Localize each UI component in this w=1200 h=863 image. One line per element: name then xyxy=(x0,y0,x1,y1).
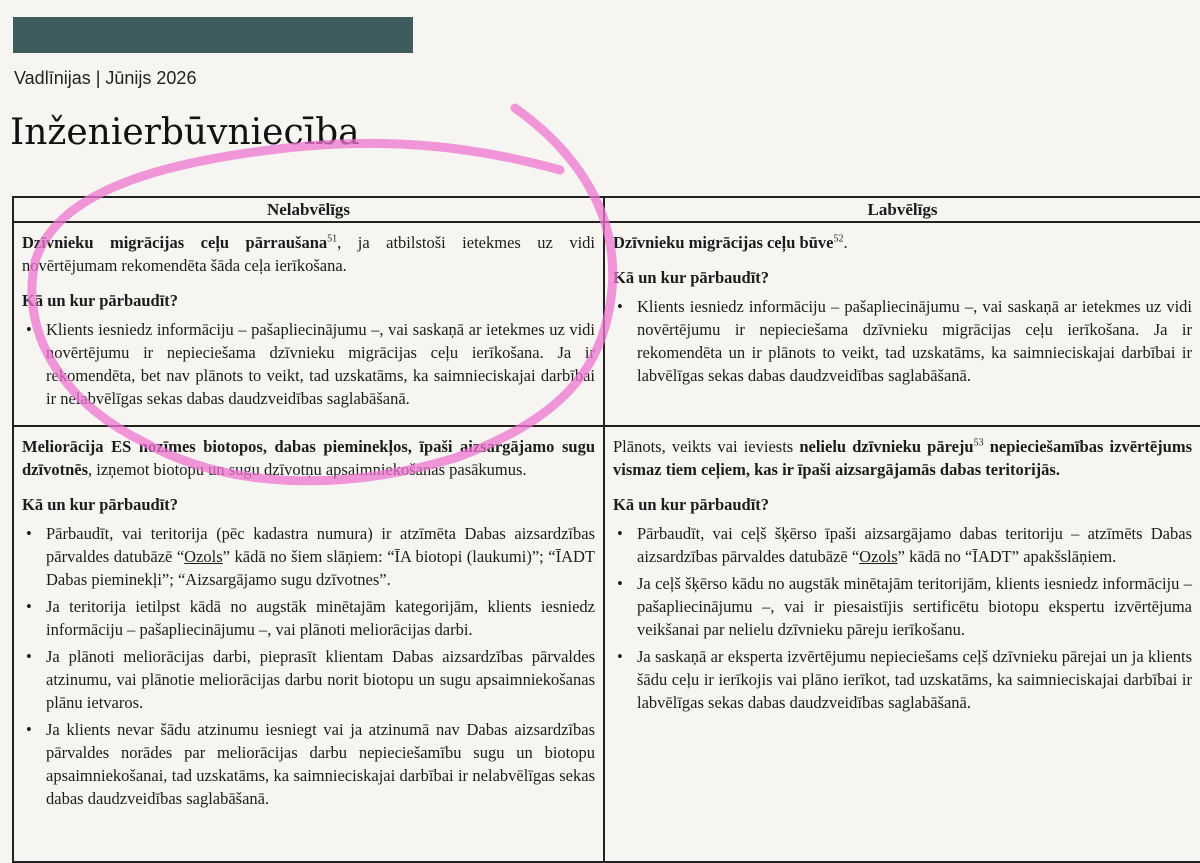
check-list xyxy=(613,522,1192,714)
criterion-description: Plānots, veikts vai ieviests xyxy=(613,437,800,456)
list-item: • Ja plānoti meliorācijas darbi, pieprasīt klientam Dabas aizsardzības pārvaldes atzinumu, vai plānotie meliorācijas darbu norit biotopu un sugu apsaimniekošanas plānu ietvaros. xyxy=(46,645,595,714)
table-row xyxy=(13,222,1200,426)
document-meta: Vadlīnijas | Jūnijs 2026 xyxy=(14,68,197,88)
criterion-title-continued: nepieciešamības izvērtējums vismaz tiem ceļiem, kas ir īpaši aizsargājamās dabas teritorijās. xyxy=(613,437,1192,479)
footnote-ref[interactable]: 53 xyxy=(973,437,984,449)
criterion-title: Dzīvnieku migrācijas ceļu pārraušana xyxy=(22,233,328,252)
table-header-row xyxy=(13,197,1200,222)
check-list xyxy=(22,318,595,410)
page-title: Inženierbūvniecība xyxy=(10,112,360,153)
cell-unfavourable xyxy=(13,222,604,426)
guidelines-table xyxy=(12,196,1200,863)
cell-favourable xyxy=(604,426,1200,862)
check-heading: Kā un kur pārbaudīt? xyxy=(22,495,179,514)
criterion-title: Dzīvnieku migrācijas ceļu būve xyxy=(613,233,834,252)
criterion-description: , ja atbilstoši ietekmes uz vidi novērtējumam rekomendēta šāda ceļa ierīkošana. xyxy=(22,233,595,275)
list-item-text: Pārbaudīt, vai teritorija (pēc kadastra numura) ir atzīmēta Dabas aizsardzības pārvaldes datubāzē “ xyxy=(46,524,595,566)
ozols-database-link[interactable]: Ozols xyxy=(859,547,898,566)
footnote-ref[interactable]: 51 xyxy=(327,233,338,245)
check-heading: Kā un kur pārbaudīt? xyxy=(613,268,770,287)
list-item-text: ” kādā no šiem slāņiem: “ĪA biotopi (laukumi)”; “ĪADT Dabas pieminekļi”; “Aizsargājamo sugu dzīvotnes”. xyxy=(46,547,595,589)
list-item: • Klients iesniedz informāciju – pašapliecinājumu –, vai saskaņā ar ietekmes uz vidi novērtējumu ir nepieciešama dzīvnieku migrācijas ceļu ierīkošana. Ja ir rekomendēta un ir plānots to veikt, tad uzskatāms, ka saimnieciskajai darbībai ir labvēlīgas sekas dabas daudzveidības saglabāšanā. xyxy=(637,295,1192,387)
footnote-ref[interactable]: 52 xyxy=(833,233,844,245)
list-item xyxy=(637,522,1192,568)
criterion-text xyxy=(613,435,1192,481)
criterion-text xyxy=(613,231,1192,254)
criterion-description: , izņemot biotopu un sugu dzīvotņu apsaimniekošanas pasākumus. xyxy=(88,460,527,479)
cell-unfavourable xyxy=(13,426,604,862)
ozols-database-link[interactable]: Ozols xyxy=(184,547,223,566)
criterion-text xyxy=(22,435,595,481)
list-item: • Ja teritorija ietilpst kādā no augstāk minētajām kategorijām, klients iesniedz informāciju – pašapliecinājumu –, vai plānoti meliorācijas darbi. xyxy=(46,595,595,641)
list-item: • Ja klients nevar šādu atzinumu iesniegt vai ja atzinumā nav Dabas aizsardzības pārvaldes norādes par meliorācijas darbu nepieciešamību sugu un biotopu apsaimniekošanai, tad uzskatāms, ka saimnieciskajai darbībai ir nelabvēlīgas sekas dabas daudzveidības saglabāšanā. xyxy=(46,718,595,810)
criterion-description: . xyxy=(843,233,848,252)
list-item: • Klients iesniedz informāciju – pašapliecinājumu –, vai saskaņā ar ietekmes uz vidi novērtējumu ir nepieciešama dzīvnieku migrācijas ceļu ierīkošana. Ja ir rekomendēta, bet nav plānots to veikt, tad uzskatāms, ka saimnieciskajai darbībai ir nelabvēlīgas sekas dabas daudzveidības saglabāšanā. xyxy=(46,318,595,410)
check-list xyxy=(613,295,1192,387)
column-header-favourable: Labvēlīgs xyxy=(604,197,1200,222)
criterion-title: Meliorācija ES nozīmes biotopos, dabas pieminekļos, īpaši aizsargājamo sugu dzīvotnēs xyxy=(22,437,595,479)
header-color-bar xyxy=(13,17,413,53)
list-item xyxy=(46,522,595,591)
check-heading: Kā un kur pārbaudīt? xyxy=(22,291,179,310)
criterion-text xyxy=(22,231,595,277)
list-item: • Ja ceļš šķērso kādu no augstāk minētajām teritorijām, klients iesniedz informāciju – pašapliecinājumu –, vai ir piesaistījis sertificētu biotopu ekspertu izvērtējuma veikšanai par nelielu dzīvnieku pāreju ierīkošanu. xyxy=(637,572,1192,641)
check-heading: Kā un kur pārbaudīt? xyxy=(613,495,770,514)
list-item-text: ” kādā no “ĪADT” apakšslāņiem. xyxy=(897,547,1117,566)
cell-favourable xyxy=(604,222,1200,426)
list-item: • Ja saskaņā ar eksperta izvērtējumu nepieciešams ceļš dzīvnieku pārejai un ja klients šādu ceļu ir ierīkojis vai plāno ierīkot, tad uzskatāms, ka saimnieciskajai darbībai ir labvēlīgas sekas dabas daudzveidības saglabāšanā. xyxy=(637,645,1192,714)
table-row xyxy=(13,426,1200,862)
column-header-unfavourable: Nelabvēlīgs xyxy=(13,197,604,222)
criterion-title: nelielu dzīvnieku pāreju xyxy=(799,437,974,456)
check-list xyxy=(22,522,595,810)
list-item-text: Pārbaudīt, vai ceļš šķērso īpaši aizsargājamo dabas teritoriju – atzīmēts Dabas aizsardzības pārvaldes datubāzē “ xyxy=(637,524,1192,566)
